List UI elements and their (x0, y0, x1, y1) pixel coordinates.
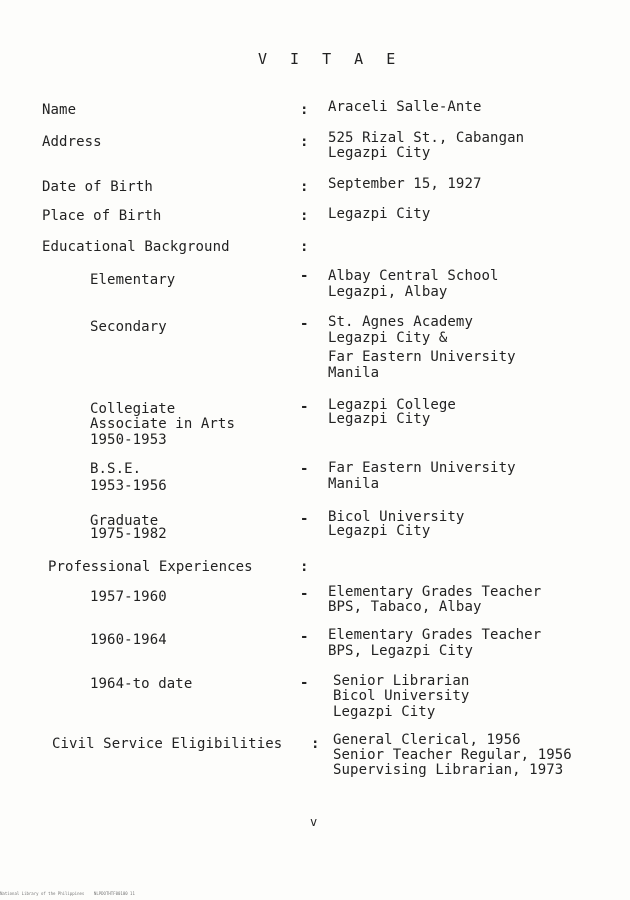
experience-place: Bicol University (333, 688, 470, 704)
secondary-line2: Legazpi City & (328, 330, 448, 346)
birth-date-separator: : (300, 179, 309, 195)
experience-position: Senior Librarian (333, 673, 470, 689)
experience-label: Professional Experiences (48, 559, 253, 575)
experience-years: 1964-to date (90, 676, 193, 692)
experience-separator: - (300, 629, 309, 645)
bse-line2: Manila (328, 476, 380, 492)
address-line2: Legazpi City (328, 145, 431, 161)
elementary-line1: Albay Central School (328, 268, 499, 284)
secondary-label: Secondary (90, 319, 167, 335)
graduate-label: Graduate (90, 513, 159, 529)
graduate-line1: Bicol University (328, 509, 465, 525)
secondary-separator: - (300, 316, 309, 332)
address-separator: : (300, 134, 309, 150)
eligibility-line1: General Clerical, 1956 (333, 732, 521, 748)
collegiate-years: 1950-1953 (90, 432, 167, 448)
secondary-line1: St. Agnes Academy (328, 314, 473, 330)
birth-place-label: Place of Birth (42, 208, 162, 224)
experience-years: 1957-1960 (90, 589, 167, 605)
graduate-line2: Legazpi City (328, 523, 431, 539)
collegiate-separator: - (300, 399, 309, 415)
birth-place-separator: : (300, 208, 309, 224)
bse-label: B.S.E. (90, 461, 142, 477)
address-line1: 525 Rizal St., Cabangan (328, 130, 525, 146)
page-title: V I T A E (258, 50, 403, 68)
secondary-line3: Far Eastern University (328, 349, 516, 365)
elementary-separator: - (300, 268, 309, 284)
bse-line1: Far Eastern University (328, 460, 516, 476)
collegiate-degree: Associate in Arts (90, 416, 235, 432)
page-number: v (310, 815, 318, 829)
eligibility-separator: : (311, 736, 320, 752)
experience-position: Elementary Grades Teacher (328, 627, 542, 643)
collegiate-label: Collegiate (90, 401, 176, 417)
experience-position: Elementary Grades Teacher (328, 584, 542, 600)
education-label: Educational Background (42, 239, 230, 255)
birth-date-label: Date of Birth (42, 179, 153, 195)
education-separator: : (300, 239, 309, 255)
experience-place: BPS, Legazpi City (328, 643, 473, 659)
eligibility-line3: Supervising Librarian, 1973 (333, 762, 564, 778)
elementary-line2: Legazpi, Albay (328, 284, 448, 300)
collegiate-line2: Legazpi City (328, 411, 431, 427)
name-separator: : (300, 102, 309, 118)
experience-separator: - (300, 586, 309, 602)
experience-separator: - (300, 675, 309, 691)
experience-place: BPS, Tabaco, Albay (328, 599, 482, 615)
birth-place-value: Legazpi City (328, 206, 431, 222)
bse-separator: - (300, 461, 309, 477)
birth-date-value: September 15, 1927 (328, 176, 482, 192)
graduate-years: 1975-1982 (90, 526, 167, 542)
elementary-label: Elementary (90, 272, 176, 288)
name-value: Araceli Salle-Ante (328, 99, 482, 115)
experience-separator: : (300, 559, 309, 575)
graduate-separator: - (300, 511, 309, 527)
experience-city: Legazpi City (333, 704, 436, 720)
secondary-line4: Manila (328, 365, 380, 381)
eligibility-line2: Senior Teacher Regular, 1956 (333, 747, 572, 763)
eligibility-label: Civil Service Eligibilities (52, 736, 283, 752)
footer-stamp: National Library of the Philippines NLPDOTHTF00100 11 (0, 891, 135, 896)
experience-years: 1960-1964 (90, 632, 167, 648)
collegiate-line1: Legazpi College (328, 397, 456, 413)
address-label: Address (42, 134, 102, 150)
bse-years: 1953-1956 (90, 478, 167, 494)
name-label: Name (42, 102, 77, 118)
